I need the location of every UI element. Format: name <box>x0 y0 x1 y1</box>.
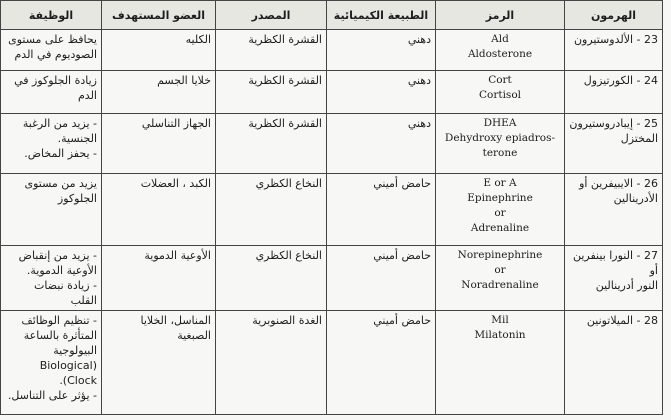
symbol-cell <box>436 246 565 311</box>
table-row <box>1 311 663 415</box>
hormone-name-cont: المختزل <box>620 132 658 145</box>
table-row <box>1 114 663 174</box>
source-cell: النخاع الكظري <box>216 174 327 246</box>
function-line: - زيادة نبضات القلب <box>34 279 97 307</box>
nature-cell: دهني <box>327 114 436 174</box>
table-row <box>1 71 663 114</box>
hormone-name: 23 - الألدوستيرون <box>573 33 658 46</box>
table-row <box>1 174 663 246</box>
source-cell: القشرة الكظرية <box>216 30 327 71</box>
function-line: - تنظيم الوظائف <box>21 314 97 327</box>
symbol-name: Cortisol <box>478 89 522 101</box>
header-function: الوظيفة <box>1 1 102 30</box>
function-line: - يحفز المخاض. <box>24 147 97 160</box>
function-line: الدم <box>78 89 97 102</box>
function-cell <box>1 71 102 114</box>
table-header-row <box>1 1 663 30</box>
organ-cell: الكليه <box>102 30 216 71</box>
function-cell <box>1 114 102 174</box>
header-target-organ: العضو المستهدف <box>102 1 216 30</box>
symbol-cell <box>436 30 565 71</box>
source-cell: الغدة الصنوبرية <box>216 311 327 415</box>
organ-cell: الكبد ، العضلات <box>102 174 216 246</box>
hormone-name-cont: النور أدرينالين <box>595 279 658 292</box>
symbol-cell <box>436 174 565 246</box>
symbol-or: or <box>494 207 506 219</box>
symbol-name-alt: Noradrenaline <box>461 279 539 291</box>
header-symbol: الرمز <box>436 1 565 30</box>
organ-line: المناسل، الخلايا <box>140 314 211 327</box>
source-cell: القشرة الكظرية <box>216 114 327 174</box>
header-hormone: الهرمون <box>565 1 663 30</box>
function-line: Clock). <box>59 374 97 387</box>
symbol-name: Dehydroxy epiadros- <box>444 132 556 144</box>
symbol-name: Epinephrine <box>467 192 533 204</box>
function-line: - يزيد من الرغبة <box>22 117 97 130</box>
function-line: يحافظ على مستوى <box>8 33 97 46</box>
organ-cell: خلايا الجسم <box>102 71 216 114</box>
organ-cell: الجهاز التناسلي <box>102 114 216 174</box>
symbol-or: or <box>494 264 506 276</box>
source-cell: النخاع الكظري <box>216 246 327 311</box>
hormone-name: 28 - الميلاتونين <box>586 314 658 327</box>
organ-cell <box>102 311 216 415</box>
function-cell <box>1 174 102 246</box>
table-row <box>1 30 663 71</box>
symbol-abbrev: E or A <box>483 177 517 189</box>
symbol-name: Norepinephrine <box>457 249 543 261</box>
header-chemical-nature: الطبيعة الكيميائية <box>327 1 436 30</box>
function-line: يزيد من مستوى <box>24 177 97 190</box>
function-cell <box>1 30 102 71</box>
hormone-cell <box>565 71 663 114</box>
hormone-name: 27 - النورا بينفرين أو <box>572 249 658 277</box>
symbol-name: Milatonin <box>474 329 526 341</box>
nature-cell: حامض أميني <box>327 174 436 246</box>
hormone-cell <box>565 30 663 71</box>
function-line: الجلوكوز <box>57 192 97 205</box>
function-cell <box>1 311 102 415</box>
hormone-name: 25 - إيبادروستيرون <box>569 117 658 130</box>
function-line: الصوديوم في الدم <box>14 48 97 61</box>
hormone-name: 24 - الكورتيزول <box>583 74 658 87</box>
function-line: البيولوجية (Biological <box>39 344 97 372</box>
hormone-cell <box>565 174 663 246</box>
symbol-abbrev: Cort <box>488 74 512 86</box>
hormone-name-cont: الأدرينالين <box>613 192 658 205</box>
symbol-abbrev: Mil <box>491 314 509 326</box>
symbol-name-alt: Adrenaline <box>470 222 530 234</box>
function-line: - يؤثر على التناسل. <box>7 389 97 402</box>
symbol-name: Aldosterone <box>467 48 533 60</box>
symbol-abbrev: Ald <box>491 33 509 45</box>
organ-cell: الأوعية الدموية <box>102 246 216 311</box>
function-line: المتأثرة بالساعة <box>23 329 97 342</box>
symbol-abbrev: DHEA <box>483 117 517 129</box>
organ-line: الصبغية <box>177 329 211 342</box>
nature-cell: حامض أميني <box>327 246 436 311</box>
symbol-name-cont: terone <box>482 147 518 159</box>
hormone-cell <box>565 114 663 174</box>
function-line: الأوعية الدموية. <box>26 264 97 277</box>
function-cell <box>1 246 102 311</box>
symbol-cell <box>436 114 565 174</box>
nature-cell: حامض أميني <box>327 311 436 415</box>
nature-cell: دهني <box>327 30 436 71</box>
symbol-cell <box>436 311 565 415</box>
function-line: الجنسية. <box>57 132 97 145</box>
function-line: - يزيد من إنقباض <box>18 249 97 262</box>
symbol-cell <box>436 71 565 114</box>
source-cell: القشرة الكظرية <box>216 71 327 114</box>
table-row <box>1 246 663 311</box>
hormone-name: 26 - الايبيفرين أو <box>579 177 658 190</box>
header-source: المصدر <box>216 1 327 30</box>
hormone-cell <box>565 246 663 311</box>
function-line: زيادة الجلوكوز في <box>14 74 97 87</box>
nature-cell: دهني <box>327 71 436 114</box>
hormone-cell <box>565 311 663 415</box>
